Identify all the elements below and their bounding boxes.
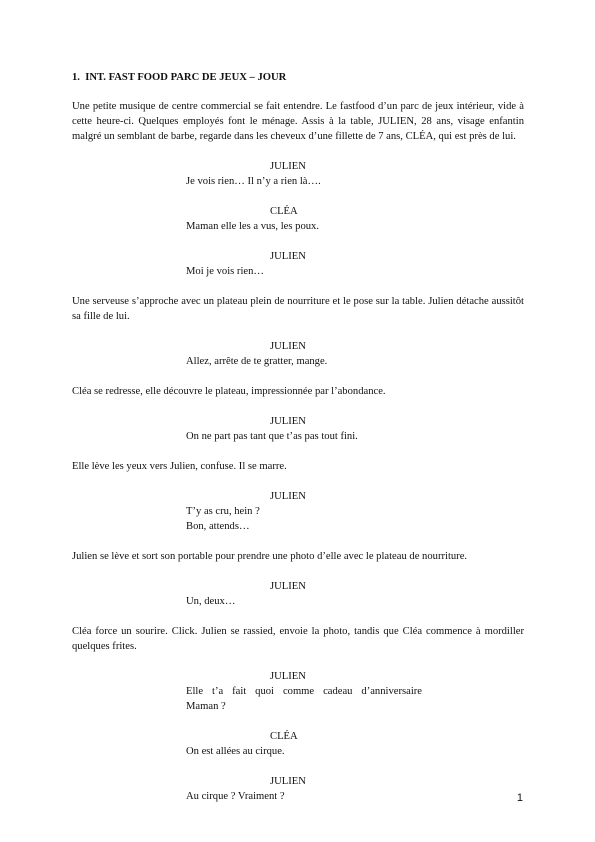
character-name: CLÉA (270, 731, 298, 742)
character-name: JULIEN (270, 341, 306, 352)
dialogue-block (72, 249, 524, 279)
character-name: JULIEN (270, 776, 306, 787)
dialogue-block (72, 774, 524, 804)
dialogue-line: Je vois rien… Il n’y a rien là…. (186, 176, 321, 187)
character-name: JULIEN (270, 416, 306, 427)
action-paragraph: Cléa force un sourire. Click. Julien se rassied, envoie la photo, tandis que Cléa commence à mordiller quelques frites. (72, 626, 524, 652)
action-paragraph: Elle lève les yeux vers Julien, confuse. Il se marre. (72, 461, 287, 472)
dialogue-line: Bon, attends… (186, 521, 250, 532)
character-name: CLÉA (270, 206, 298, 217)
dialogue-line: Allez, arrête de te gratter, mange. (186, 356, 328, 367)
dialogue-block (72, 204, 524, 234)
page-number: 1 (516, 792, 523, 804)
dialogue-line: Maman ? (186, 701, 226, 712)
dialogue-line: Au cirque ? Vraiment ? (186, 791, 285, 802)
dialogue-line: On est allées au cirque. (186, 746, 285, 757)
character-name: JULIEN (270, 671, 306, 682)
dialogue-block (72, 159, 524, 189)
character-name: JULIEN (270, 161, 306, 172)
dialogue-line: T’y as cru, hein ? (186, 506, 260, 517)
dialogue-block (72, 339, 524, 369)
character-name: JULIEN (270, 251, 306, 262)
dialogue-line: On ne part pas tant que t’as pas tout fini. (186, 431, 358, 442)
dialogue-block (72, 729, 524, 759)
dialogue-line: Elle t’a fait quoi comme cadeau d’anniversaire (186, 686, 422, 697)
character-name: JULIEN (270, 491, 306, 502)
dialogue-line: Maman elle les a vus, les poux. (186, 221, 319, 232)
scene-heading: 1. INT. FAST FOOD PARC DE JEUX – JOUR (72, 72, 287, 83)
script-blocks (72, 99, 524, 804)
action-paragraph: Une serveuse s’approche avec un plateau plein de nourriture et le pose sur la table. Julien détache aussitôt sa fille de lui. (72, 296, 524, 322)
dialogue-line: Un, deux… (186, 596, 236, 607)
action-paragraph: Julien se lève et sort son portable pour prendre une photo d’elle avec le plateau de nourriture. (72, 551, 468, 562)
dialogue-block (72, 579, 524, 609)
dialogue-block (72, 414, 524, 444)
dialogue-block (72, 669, 524, 714)
action-paragraph: Une petite musique de centre commercial se fait entendre. Le fastfood d’un parc de jeux intérieur, vide à cette heure-ci. Quelques employés font le ménage. Assis à la table, JULIEN, 28 ans, visage enfantin malgré un semblant de barbe, regarde dans les cheveux d’une fillette de 7 ans, CLÉA, qui est près de lui. (72, 101, 524, 142)
action-paragraph: Cléa se redresse, elle découvre le plateau, impressionnée par l’abondance. (72, 386, 386, 397)
dialogue-block (72, 489, 524, 534)
character-name: JULIEN (270, 581, 306, 592)
script-content (72, 71, 524, 819)
dialogue-line: Moi je vois rien… (186, 266, 264, 277)
